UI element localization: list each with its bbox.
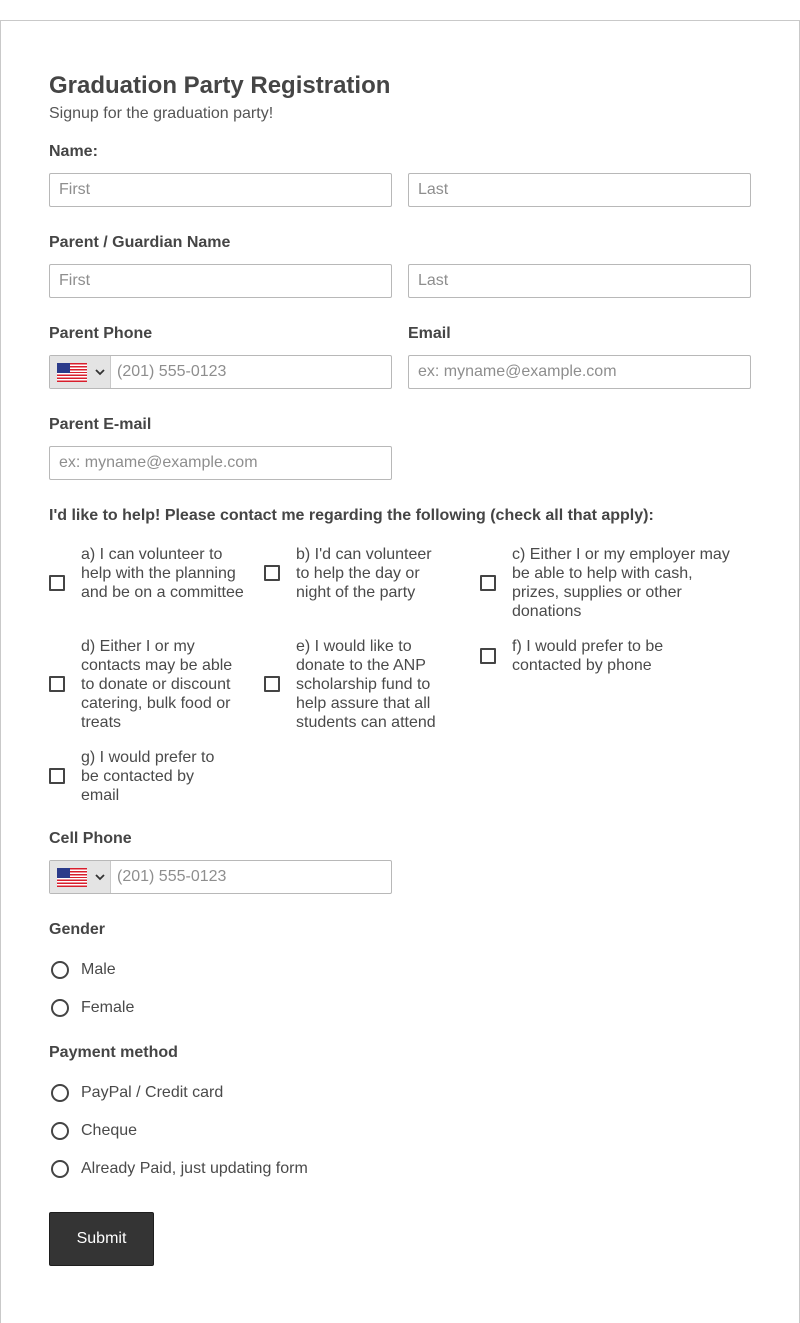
form-title: Graduation Party Registration	[49, 72, 391, 99]
radio-button[interactable]	[51, 1160, 69, 1178]
radio-button[interactable]	[51, 999, 69, 1017]
email-input[interactable]	[408, 355, 751, 389]
parent-phone-label: Parent Phone	[49, 325, 153, 342]
radio-button[interactable]	[51, 1122, 69, 1140]
parent-email-label: Parent E-mail	[49, 416, 152, 433]
checkbox[interactable]	[480, 648, 496, 664]
checkbox[interactable]	[49, 768, 65, 784]
help-question-label: I'd like to help! Please contact me regarding the following (check all that apply):	[49, 507, 654, 524]
chevron-down-icon	[94, 871, 106, 883]
name-label: Name:	[49, 143, 98, 160]
help-option-d[interactable]: d) Either I or my contacts may be able to donate or discount catering, bulk food or treats	[49, 637, 249, 713]
guardian-first-name-input[interactable]	[49, 264, 392, 298]
parent-phone-field	[49, 355, 392, 389]
last-name-input[interactable]	[408, 173, 751, 207]
submit-button[interactable]: Submit	[49, 1212, 154, 1266]
parent-phone-input[interactable]	[112, 356, 390, 388]
checkbox[interactable]	[264, 565, 280, 581]
chevron-down-icon	[94, 366, 106, 378]
help-option-e[interactable]: e) I would like to donate to the ANP scholarship fund to help assure that all students can attend	[264, 637, 464, 732]
email-label: Email	[408, 325, 451, 342]
cell-phone-input[interactable]	[112, 861, 390, 893]
checkbox[interactable]	[49, 676, 65, 692]
help-option-a[interactable]: a) I can volunteer to help with the planning and be on a committee	[49, 545, 249, 621]
form-subtitle: Signup for the graduation party!	[49, 105, 274, 122]
gender-label: Gender	[49, 921, 106, 938]
parent-phone-country-select[interactable]	[50, 356, 111, 388]
checkbox[interactable]	[49, 575, 65, 591]
parent-email-input[interactable]	[49, 446, 392, 480]
radio-button[interactable]	[51, 961, 69, 979]
help-option-g[interactable]: g) I would prefer to be contacted by email	[49, 748, 249, 805]
guardian-name-label: Parent / Guardian Name	[49, 234, 231, 251]
cell-phone-country-select[interactable]	[50, 861, 111, 893]
guardian-last-name-input[interactable]	[408, 264, 751, 298]
help-option-f[interactable]: f) I would prefer to be contacted by phone	[480, 637, 720, 675]
first-name-input[interactable]	[49, 173, 392, 207]
cell-phone-label: Cell Phone	[49, 830, 132, 847]
checkbox[interactable]	[264, 676, 280, 692]
us-flag-icon	[57, 868, 87, 887]
help-option-b[interactable]: b) I'd can volunteer to help the day or night of the party	[264, 545, 464, 602]
cell-phone-field	[49, 860, 392, 894]
help-option-c[interactable]: c) Either I or my employer may be able to help with cash, prizes, supplies or other donations	[480, 545, 740, 621]
payment-method-label: Payment method	[49, 1044, 178, 1061]
checkbox[interactable]	[480, 575, 496, 591]
us-flag-icon	[57, 363, 87, 382]
radio-button[interactable]	[51, 1084, 69, 1102]
